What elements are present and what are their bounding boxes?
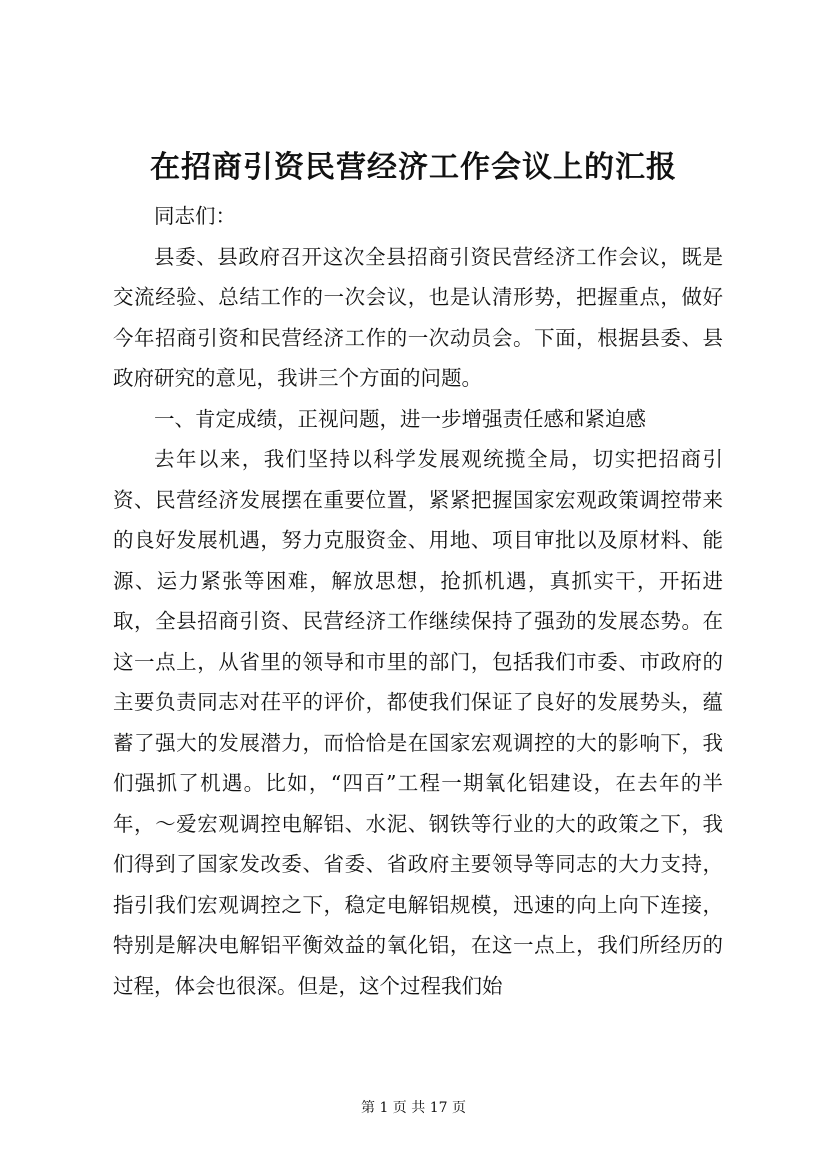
page-number-footer: 第 1 页 共 17 页	[361, 1100, 466, 1116]
body-paragraph: 去年以来，我们坚持以科学发展观统揽全局，切实把招商引资、民营经济发展摆在重要位置，紧紧把握国家宏观政策调控带来的良好发展机遇，努力克服资金、用地、项目审批以及原材料、能源、运力紧张等困难，解放思想，抢抓机遇，真抓实干，开拓进取，全县招商引资、民营经济工作继续保持了强劲的发展态势。在这一点上，从省里的领导和市里的部门，包括我们市委、市政府的主要负责同志对茌平的评价，都使我们保证了良好的发展势头，蕴蓄了强大的发展潜力，而恰恰是在国家宏观调控的大的影响下，我们强抓了机遇。比如，“四百”工程一期氧化铝建设，在去年的半年，～爱宏观调控电解铝、水泥、钢铁等行业的大的政策之下，我们得到了国家发改委、省委、省政府主要领导等同志的大力支持，指引我们宏观调控之下，稳定电解铝规模，迅速的向上向下连接，特别是解决电解铝平衡效益的氧化铝，在这一点上，我们所经历的过程，体会也很深。但是，这个过程我们始	[113, 447, 723, 998]
intro-paragraph: 县委、县政府召开这次全县招商引资民营经济工作会议，既是交流经验、总结工作的一次会议，也是认清形势，把握重点，做好今年招商引资和民营经济工作的一次动员会。下面，根据县委、县政府研究的意见，我讲三个方面的问题。	[113, 244, 723, 390]
document-title: 在招商引资民营经济工作会议上的汇报	[150, 150, 677, 185]
greeting-paragraph: 同志们：	[154, 204, 236, 228]
document-body	[113, 196, 723, 1006]
section-heading: 一、肯定成绩，正视问题，进一步增强责任感和紧迫感	[154, 406, 646, 431]
